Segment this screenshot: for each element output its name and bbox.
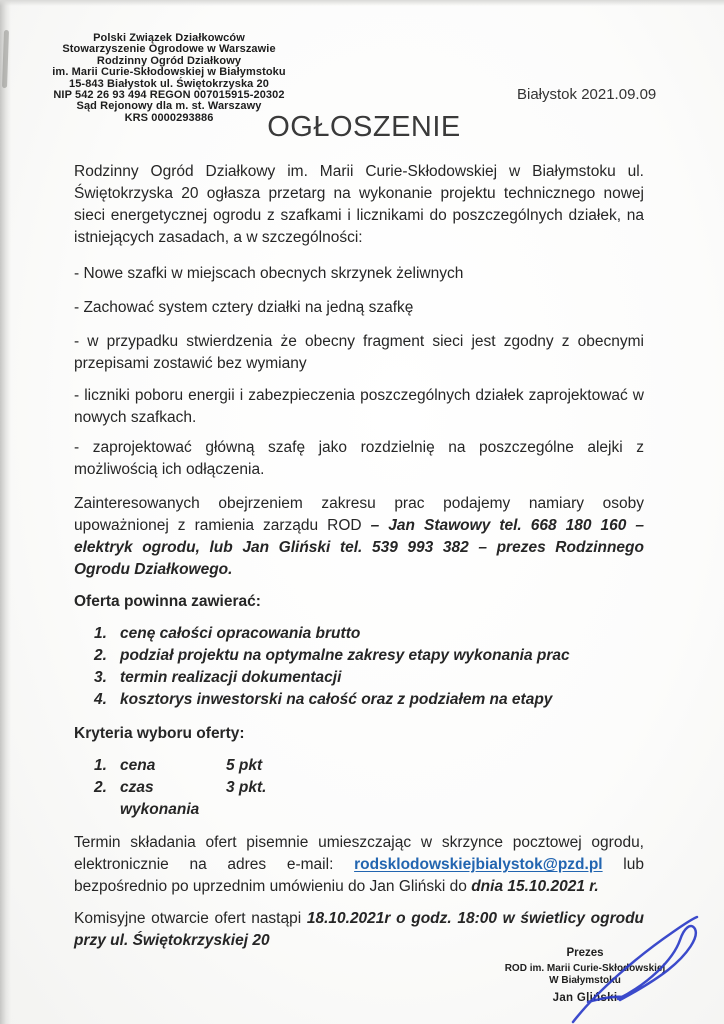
- offer-list-item: [74, 645, 644, 667]
- bullet-item: - Nowe szafki w miejscach obecnych skrzynek żeliwnych: [74, 265, 464, 282]
- offer-list-item: [74, 689, 644, 711]
- bullet-item: - w przypadku stwierdzenia że obecny fragment sieci jest zgodny z obecnymi przepisami zostawić bez wymiany: [74, 333, 644, 372]
- opening-text: Komisyjne otwarcie ofert nastąpi: [74, 910, 307, 927]
- stamp-line: NIP 542 26 93 494 REGON 007015915-20302: [53, 89, 285, 102]
- contact-paragraph: [74, 493, 644, 581]
- list-number: 2.: [94, 647, 107, 664]
- offer-list: [74, 623, 644, 711]
- criteria-list: [74, 755, 644, 821]
- list-number: 1.: [94, 757, 107, 774]
- list-number: 1.: [94, 625, 107, 642]
- stamp-line: Sąd Rejonowy dla m. st. Warszawy: [76, 100, 262, 113]
- offer-heading: Oferta powinna zawierać:: [74, 593, 261, 610]
- list-number: 3.: [94, 669, 107, 686]
- signatory-org-line2: W Białymstoku: [549, 974, 621, 986]
- stamp-line: 15-843 Białystok ul. Świętokrzyska 20: [69, 77, 269, 90]
- bullet-item: - Zachować system cztery działki na jedną szafkę: [74, 299, 414, 316]
- list-text: podział projektu na optymalne zakresy etapy wykonania prac: [120, 647, 570, 664]
- criterion-points: 3 pkt.: [226, 779, 267, 796]
- bullet-item: - zaprojektować główną szafę jako rozdzielnię na poszczególne alejki z możliwością ich odłączenia.: [74, 439, 644, 478]
- signatory-title: Prezes: [566, 947, 604, 959]
- email-link[interactable]: rodsklodowskiejbialystok@pzd.pl: [354, 856, 603, 873]
- offer-list-item: [74, 667, 644, 689]
- opening-paragraph: [74, 908, 644, 952]
- stamp-line: im. Marii Curie-Skłodowskiej w Białymstoku: [52, 66, 286, 79]
- stamp-line: Polski Związek Działkowców: [93, 32, 245, 44]
- contact-persons-bold: – Jan Stawowy tel. 668 180 160 – elektryk ogrodu, lub Jan Gliński tel. 539 993 382 – prezes Rodzinnego Ogrodu Działkowego.: [74, 517, 644, 578]
- signatory-org-line1: ROD im. Marii Curie-Skłodowskiej: [504, 963, 666, 974]
- stamp-line: KRS 0000293886: [124, 111, 214, 124]
- list-text: termin realizacji dokumentacji: [120, 669, 342, 686]
- scan-edge-top: [0, 0, 724, 6]
- list-text: kosztorys inwestorski na całość oraz z podziałem na etapy: [120, 691, 553, 708]
- page-title: OGŁOSZENIE: [267, 111, 461, 143]
- submission-deadline: dnia 15.10.2021 r.: [471, 878, 599, 895]
- criterion-points: 5 pkt: [226, 757, 263, 774]
- criteria-list-item: [74, 777, 644, 821]
- submission-text: lub bezpośrednio po uprzednim umówieniu do Jan Gliński do: [74, 856, 644, 895]
- date-place-line: Białystok 2021.09.09: [517, 86, 657, 103]
- submission-paragraph: [74, 832, 644, 898]
- bullet-item: - liczniki poboru energii i zabezpieczenia poszczególnych działek zaprojektować w nowych szafkach.: [74, 387, 644, 426]
- offer-list-item: [74, 623, 644, 645]
- list-number: 2.: [94, 779, 107, 796]
- stamp-line: Rodzinny Ogród Działkowy: [96, 54, 242, 67]
- list-text: cenę całości opracowania brutto: [120, 625, 361, 642]
- list-number: 4.: [94, 691, 107, 708]
- opening-datetime-bold: 18.10.2021r o godz. 18:00 w świetlicy ogrodu przy ul. Świętokrzyskiej 20: [74, 910, 644, 949]
- criteria-heading: Kryteria wyboru oferty:: [74, 725, 245, 742]
- signature-block: [468, 947, 702, 1004]
- contact-text: Zainteresowanych obejrzeniem zakresu prac podajemy namiary osoby upoważnionej z ramienia zarządu ROD: [74, 495, 644, 534]
- intro-paragraph: Rodzinny Ogród Działkowy im. Marii Curie-Skłodowskiej w Białymstoku ul. Świętokrzyska 20 ogłasza przetarg na wykonanie projektu technicznego nowej sieci energetycznej ogrodu z szafkami i licznikami do poszczególnych działek, na istniejących zasadach, a w szczególności:: [74, 163, 644, 246]
- submission-text: Termin składania ofert pisemnie umieszczając w skrzynce pocztowej ogrodu, elektronicznie na adres e-mail:: [74, 834, 644, 873]
- criterion-label: cena: [120, 757, 156, 774]
- scan-edge-left: [0, 0, 11, 1024]
- document-body: [74, 161, 644, 952]
- criterion-label: czas wykonania: [120, 779, 200, 818]
- criteria-list-item: [74, 755, 644, 777]
- stamp-line: Stowarzyszenie Ogrodowe w Warszawie: [62, 43, 276, 56]
- signatory-name: Jan Gliński: [552, 992, 618, 1004]
